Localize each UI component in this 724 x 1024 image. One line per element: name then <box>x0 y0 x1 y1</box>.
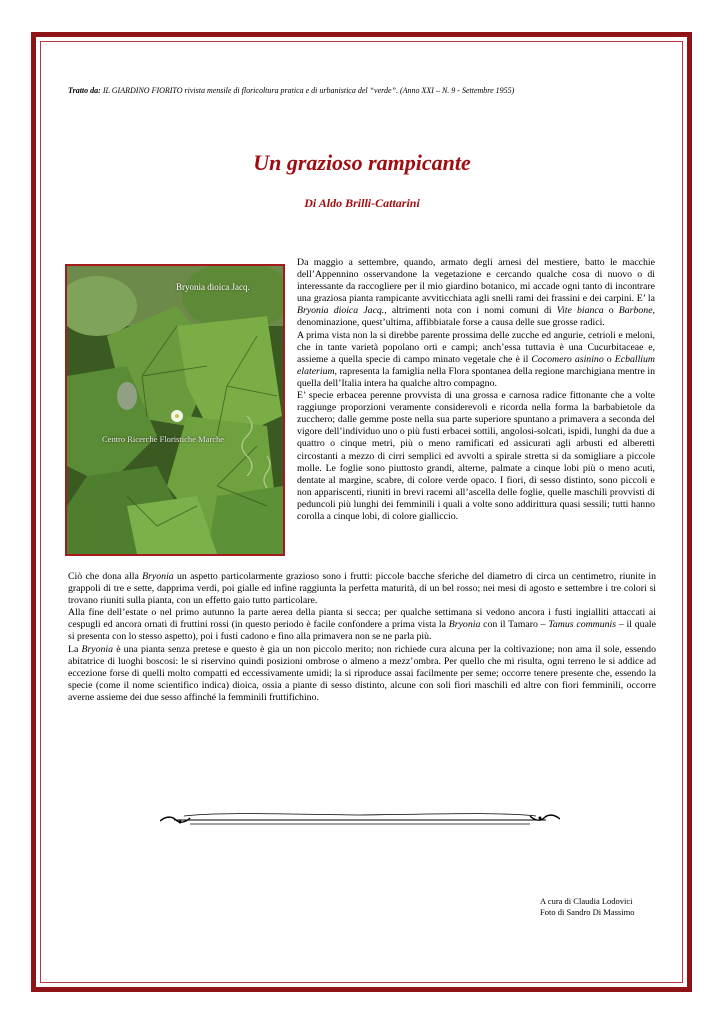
paragraph-2 <box>297 330 655 390</box>
paragraph-4-text: Ciò che dona alla Bryonia un aspetto particolarmente grazioso sono i frutti: piccole bacche sferiche del diametro di circa un centimetro, riunite in grappoli di tre e sette, dapprima verdi, poi gialle ed infine raggiunta la perfetta maturità, di un bel rosso; nei mesi di agosto e settembre i tre colori si trovano riuniti sulla pianta, con un effetto gaio tutto particolare. <box>68 571 656 607</box>
paragraph-3 <box>297 390 655 523</box>
editor-credit: A cura di Claudia Lodovici <box>540 896 633 906</box>
source-note <box>68 86 658 96</box>
article-author: Di Aldo Brilli-Cattarini <box>304 196 420 210</box>
paragraph-4 <box>68 571 656 607</box>
paragraph-1-text: Da maggio a settembre, quando, armato degli arnesi del mestiere, batto le macchie dell’Appennino osservandone la vegetazione e cercando qualche cosa di nuovo o di interessante da raccogliere per il mio giardino botanico, mi accade ogni tanto di incontrare una graziosa pianta rampicante avviticchiata agli snelli rami dei frassini e dei carpini. E’ la Bryonia dioica Jacq., altrimenti nota con i nomi comuni di Vite bianca o Barbone, denominazione, quest’ultima, affibbiatale forse a causa delle sue grosse radici. <box>297 257 655 329</box>
plant-photo <box>65 264 285 556</box>
photographer-credit: Foto di Sandro Di Massimo <box>540 907 635 917</box>
article-body-column <box>297 257 655 523</box>
article-title: Un grazioso rampicante <box>253 150 471 175</box>
paragraph-5-text: Alla fine dell’estate o nel primo autunno la parte aerea della pianta si secca; per qualche settimana si vedono ancora i fusti ingialliti attaccati ai cespugli ed ancora ornati di fruttini rossi (in questo periodo è facile confondere a prima vista la Bryonia con il Tamaro – Tamus communis – il quale si presenta con lo stesso aspetto), poi i fusti cadono e fino alla primavera non se ne parla più. <box>68 607 656 643</box>
paragraph-3-text: E’ specie erbacea perenne provvista di una grossa e carnosa radice fittonante che a volte raggiunge proporzioni veramente considerevoli e ricorda nella forma la barbabietole da zucchero; dalle gemme poste nella sua parte superiore spuntano a primavera a seconda del vigore dell’individuo uno o più fusti erbacei sottili, angolosi-solcati, ispidi, lunghi da due a quattro o cinque metri, più o meno ramificati ed assicurati agli arbusti ed alberetti circostanti a mezzo di cirri semplici ed avvolti a spirale stretta si da somigliare a piccole molle. Le foglie sono piuttosto grandi, alterne, palmate a cinque lobi più o meno acuti, dentate al margine, scabre, di colore verde opaco. I fiori, di sesso distinto, sono piccoli e non appariscenti, riuniti in brevi racemi all’ascella delle foglie, quelle maschili provvisti di peduncoli più lunghi dei femminili i quali a volte sono addirittura quasi sessili; tutti hanno corolla a cinque lobi, di colore gialliccio. <box>297 390 655 522</box>
source-label: Tratto da: <box>68 86 101 95</box>
photo-credit: Centro Ricerche Floristiche Marche <box>102 434 225 444</box>
paragraph-2-text: A prima vista non la si direbbe parente prossima delle zucche ed angurie, cetrioli e meloni, che in tante varietà popolano orti e campi; anch’essa tuttavia è una Cucurbitaceae e, assieme a quella specie di campo minato vegetale che è il Cocomero asinino o Ecballium elaterium, rapresenta la famiglia nella Flora spontanea della regione marchigiana mentre in quella dell’Italia intera ha qualche altro compagno. <box>297 329 656 389</box>
article-body-full <box>68 571 656 704</box>
credits <box>540 896 634 918</box>
paragraph-6-text: La Bryonia è una pianta senza pretese e questo è gia un non piccolo merito; non richiede cura alcuna per la coltivazione; non ama il sole, essendo abitatrice di luoghi boscosi: le si riservino quindi posizioni ombrose o almeno a mezz’ombra. Per quello che mi risulta, ogni terreno le si addice ad eccezione forse di quelli molto compatti ed eccessivamente umidi; la si riproduce assai facilmente per seme; occorre tenere presente che, essendo la specie (come il nome scientifico indica) dioica, ossia a piante di sesso distinto, alcune con soli fiori maschili ed altre con fiori femminili, occorre averne assieme dei due sesso affinché la femminili fruttifichino. <box>68 643 656 703</box>
paragraph-5 <box>68 607 656 643</box>
paragraph-6 <box>68 644 656 704</box>
decorative-divider <box>160 808 560 830</box>
photo-caption: Bryonia dioica Jacq. <box>176 282 250 292</box>
source-text: IL GIARDINO FIORITO rivista mensile di floricoltura pratica e di urbanistica del “verde”. (Anno XXI – N. 9 - Settembre 1955) <box>102 86 515 95</box>
plant-photo-image <box>67 266 283 554</box>
paragraph-1 <box>297 257 655 330</box>
